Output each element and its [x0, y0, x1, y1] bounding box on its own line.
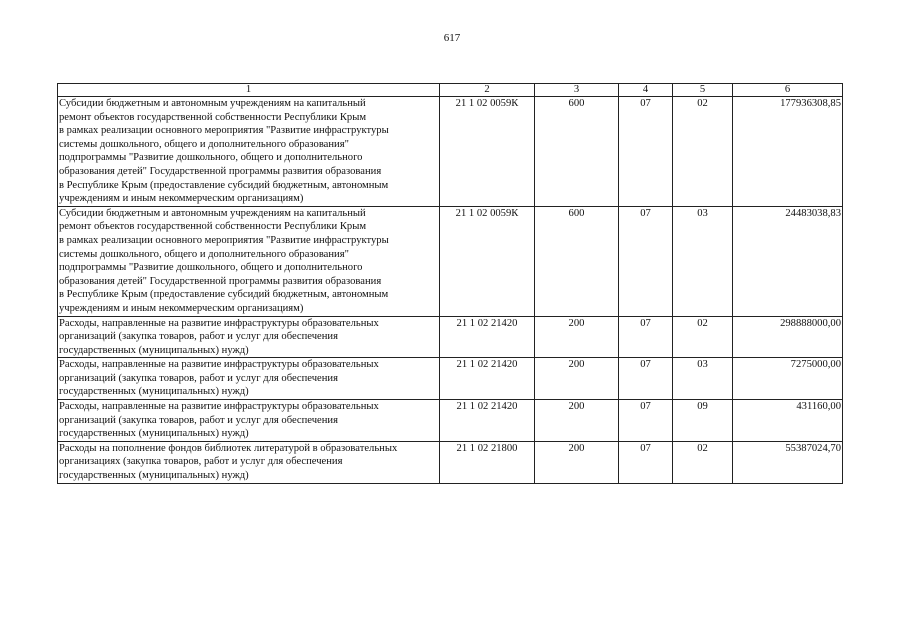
row-subsection: 02: [673, 97, 733, 207]
header-col-3: 3: [535, 84, 619, 97]
row-description: Субсидии бюджетным и автономным учреждениям на капитальный ремонт объектов государственной собственности Республики Крым в рамках реализации основного мероприятия "Развитие инфраструктуры системы дошкольного, общего и дополнительного образования" подпрограммы "Развитие дошкольного, общего и дополнительного образования детей" Государственной программы развития образования в Республике Крым (предоставление субсидий бюджетным, автономным учреждениям и иным некоммерческим организациям): [58, 97, 440, 207]
table-header: [58, 84, 843, 97]
row-expense-type: 200: [535, 400, 619, 442]
row-target-code: 21 1 02 21800: [440, 441, 535, 483]
row-target-code: 21 1 02 21420: [440, 316, 535, 358]
table-row: [58, 97, 843, 207]
header-col-1: 1: [58, 84, 440, 97]
row-expense-type: 200: [535, 316, 619, 358]
row-description: Расходы, направленные на развитие инфраструктуры образовательных организаций (закупка товаров, работ и услуг для обеспечения государственных (муниципальных) нужд): [58, 358, 440, 400]
table-row: [58, 206, 843, 316]
table-row: [58, 400, 843, 442]
table-row: [58, 358, 843, 400]
row-section: 07: [619, 358, 673, 400]
row-amount: 24483038,83: [733, 206, 843, 316]
row-subsection: 03: [673, 206, 733, 316]
row-section: 07: [619, 441, 673, 483]
row-section: 07: [619, 316, 673, 358]
row-expense-type: 600: [535, 97, 619, 207]
row-amount: 431160,00: [733, 400, 843, 442]
row-description: Расходы, направленные на развитие инфраструктуры образовательных организаций (закупка товаров, работ и услуг для обеспечения государственных (муниципальных) нужд): [58, 316, 440, 358]
budget-table: [57, 83, 843, 484]
row-subsection: 03: [673, 358, 733, 400]
row-expense-type: 600: [535, 206, 619, 316]
header-col-6: 6: [733, 84, 843, 97]
table-row: [58, 441, 843, 483]
header-row: [58, 84, 843, 97]
row-section: 07: [619, 206, 673, 316]
row-description: Субсидии бюджетным и автономным учреждениям на капитальный ремонт объектов государственной собственности Республики Крым в рамках реализации основного мероприятия "Развитие инфраструктуры системы дошкольного, общего и дополнительного образования" подпрограммы "Развитие дошкольного, общего и дополнительного образования детей" Государственной программы развития образования в Республике Крым (предоставление субсидий бюджетным, автономным учреждениям и иным некоммерческим организациям): [58, 206, 440, 316]
row-target-code: 21 1 02 0059К: [440, 206, 535, 316]
row-subsection: 02: [673, 441, 733, 483]
row-expense-type: 200: [535, 441, 619, 483]
row-target-code: 21 1 02 21420: [440, 358, 535, 400]
row-expense-type: 200: [535, 358, 619, 400]
row-description: Расходы на пополнение фондов библиотек литературой в образовательных организациях (закупка товаров, работ и услуг для обеспечения государственных (муниципальных) нужд): [58, 441, 440, 483]
row-amount: 298888000,00: [733, 316, 843, 358]
row-target-code: 21 1 02 0059К: [440, 97, 535, 207]
row-subsection: 09: [673, 400, 733, 442]
row-amount: 55387024,70: [733, 441, 843, 483]
row-section: 07: [619, 97, 673, 207]
row-amount: 177936308,85: [733, 97, 843, 207]
row-subsection: 02: [673, 316, 733, 358]
header-col-2: 2: [440, 84, 535, 97]
row-target-code: 21 1 02 21420: [440, 400, 535, 442]
row-description: Расходы, направленные на развитие инфраструктуры образовательных организаций (закупка товаров, работ и услуг для обеспечения государственных (муниципальных) нужд): [58, 400, 440, 442]
table-row: [58, 316, 843, 358]
header-col-4: 4: [619, 84, 673, 97]
header-col-5: 5: [673, 84, 733, 97]
table-body: [58, 97, 843, 484]
row-section: 07: [619, 400, 673, 442]
row-amount: 7275000,00: [733, 358, 843, 400]
page-number: 617: [443, 32, 461, 44]
